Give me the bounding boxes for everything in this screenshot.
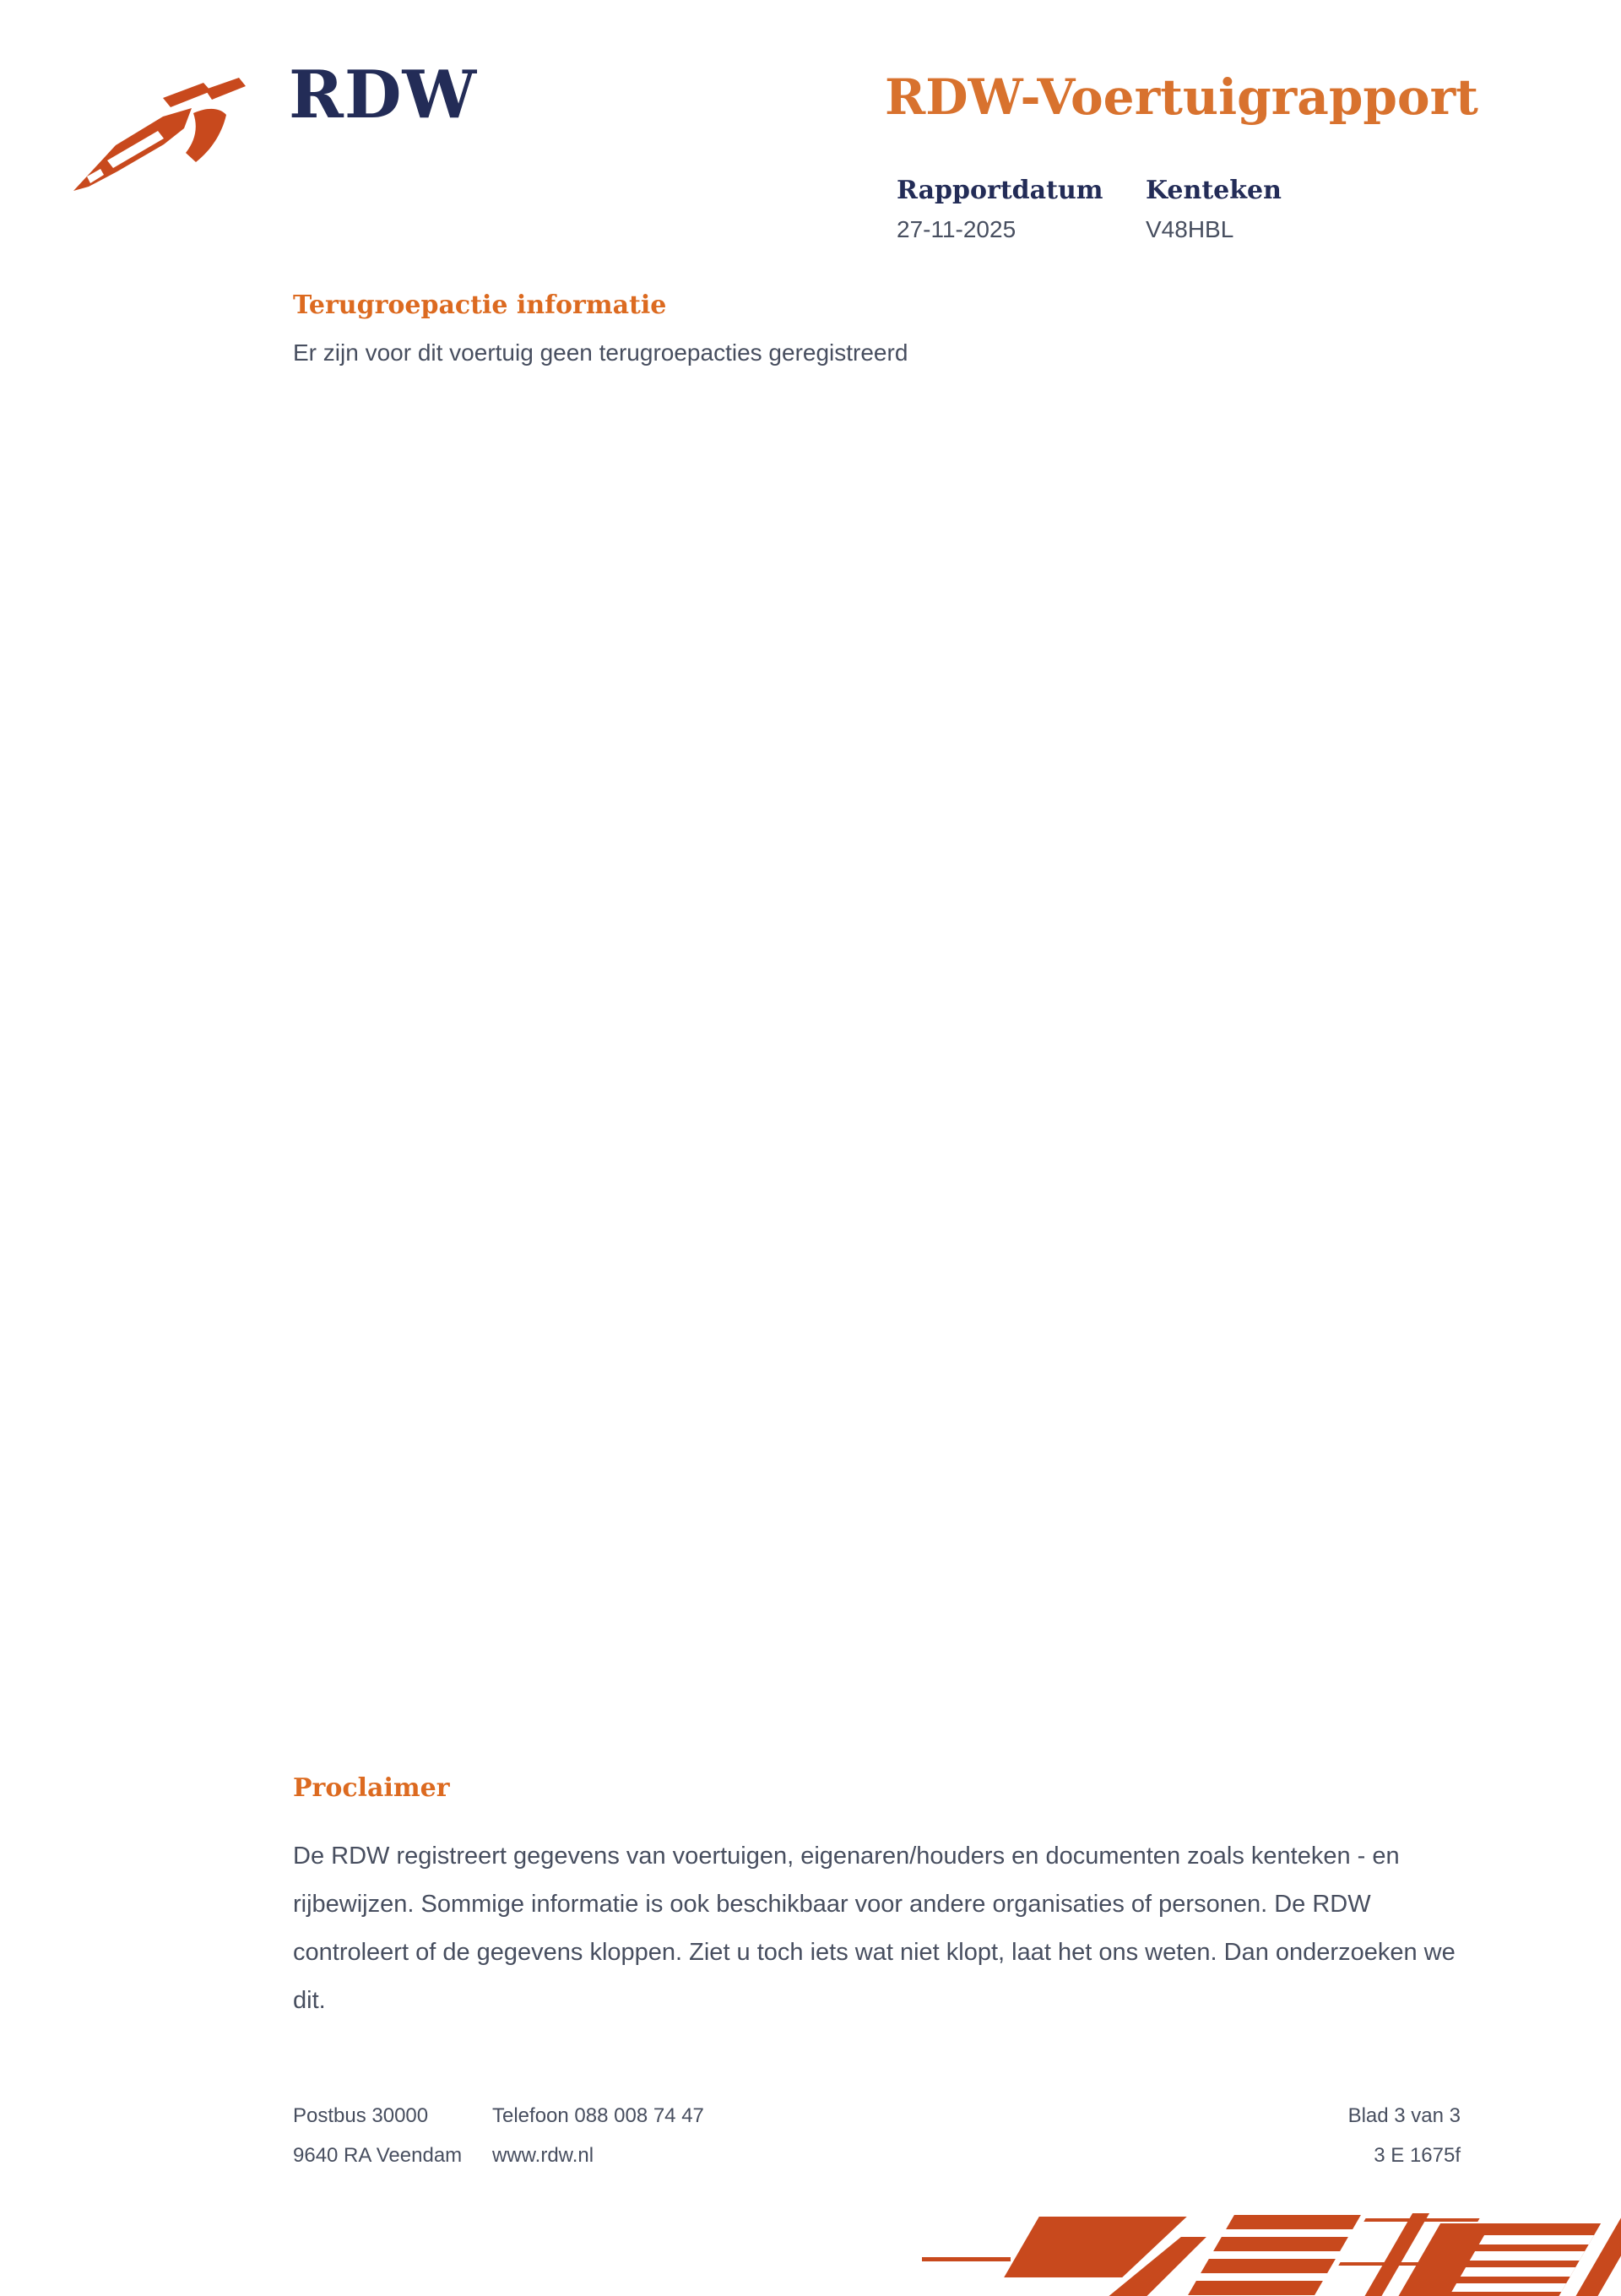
license-plate-label: Kenteken [1146,176,1282,205]
footer-page-indicator: Blad 3 van 3 [1347,2104,1461,2127]
recall-section-body: Er zijn voor dit voertuig geen terugroepacties geregistreerd [293,339,908,366]
footer-contact-column [492,2104,704,2168]
proclaimer-section [293,1773,1458,2025]
recall-section [293,290,1458,371]
footer-address-column [293,2104,462,2168]
rdw-logo-wordmark: RDW [289,57,478,133]
license-plate-block [1146,176,1282,243]
proclaimer-section-heading: Proclaimer [293,1773,450,1803]
proclaimer-section-body: De RDW registreert gegevens van voertuigen, eigenaren/houders en documenten zoals kenteken - en rijbewijzen. Sommige informatie is ook beschikbaar voor andere organisaties of personen. De RDW controleert of de gegevens kloppen. Ziet u toch iets wat niet klopt, laat het ons weten. Dan onderzoeken we dit. [293,1843,1456,2014]
recall-section-heading: Terugroepactie informatie [293,290,667,320]
report-date-value: 27-11-2025 [897,216,1017,242]
report-date-label: Rapportdatum [897,176,1103,205]
footer-website: www.rdw.nl [492,2144,594,2167]
report-date-block [897,176,1103,243]
rdw-banner-graphic-icon [912,2203,1621,2296]
footer-form-code: 3 E 1675f [1374,2144,1461,2167]
footer-postbus: Postbus 30000 [293,2104,429,2127]
footer-phone: Telefoon 088 008 74 47 [492,2104,704,2127]
page-title: RDW-Voertuigrapport [885,68,1478,126]
license-plate-value: V48HBL [1146,216,1234,242]
footer-city: 9640 RA Veendam [293,2144,463,2167]
footer-page-column [1348,2104,1461,2168]
rdw-feather-logo-icon [63,57,258,201]
